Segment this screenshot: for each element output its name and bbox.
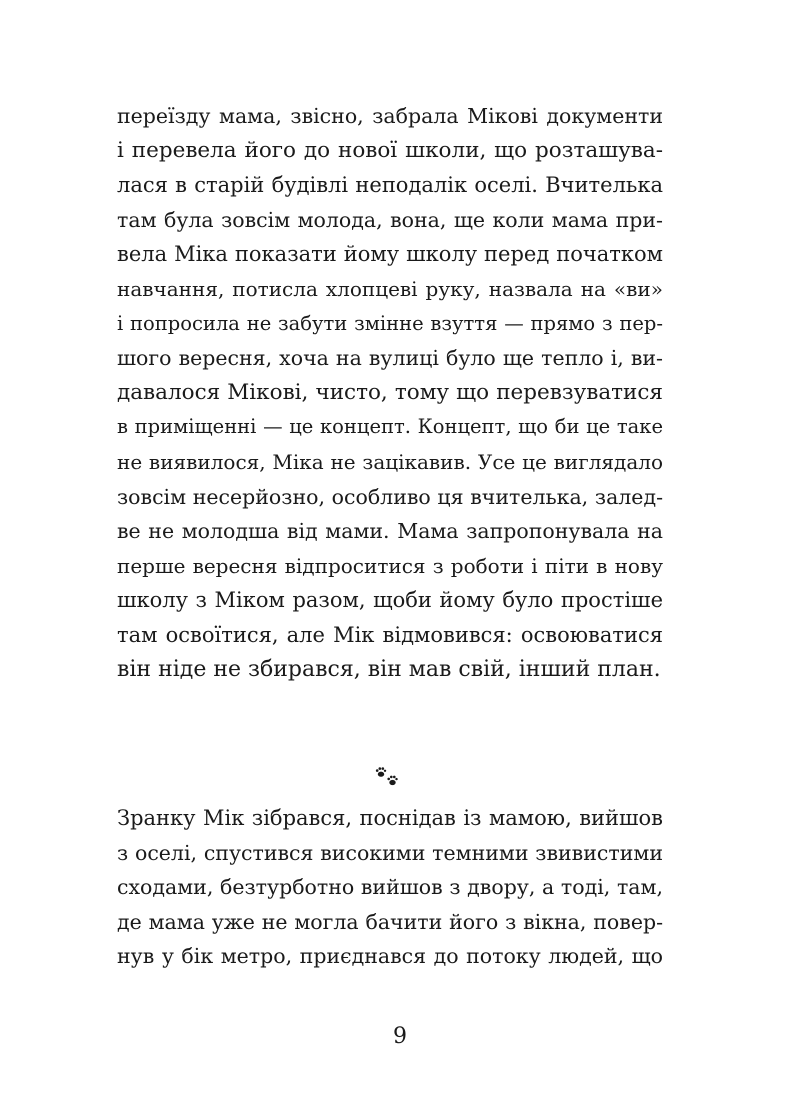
text-line: сходами, безтурботно вийшов з двору, а тоді, там, bbox=[117, 875, 663, 900]
text-line: переїзду мама, звісно, забрала Мікові документи bbox=[117, 104, 663, 128]
text-line: з оселі, спустився високими темними звивистими bbox=[117, 840, 663, 865]
text-line: шого вересня, хоча на вулиці було ще тепло і, ви- bbox=[117, 346, 663, 371]
text-line: вела Міка показати йому школу перед початком bbox=[117, 242, 663, 267]
text-line: давалося Мікові, чисто, тому що перевзуватися bbox=[117, 379, 663, 405]
text-line: Зранку Мік зібрався, поснідав із мамою, вийшов bbox=[117, 806, 663, 830]
text-line: і попросила не забути змінне взуття — прямо з пер- bbox=[117, 311, 663, 335]
text-line: лася в старій будівлі неподалік оселі. Вчителька bbox=[117, 173, 663, 198]
text-line: ве не молодша від мами. Мама запропонувала на bbox=[117, 519, 663, 544]
paw-prints-icon bbox=[374, 766, 400, 788]
text-line: і перевела його до нової школи, що розташува- bbox=[117, 137, 663, 163]
paragraph-2 bbox=[117, 801, 663, 974]
text-line: нув у бік метро, приєднався до потоку людей, що bbox=[117, 944, 663, 969]
text-line: школу з Міком разом, щоби йому було простіше bbox=[117, 588, 663, 613]
text-line: там була зовсім молода, вона, ще коли мама при- bbox=[117, 207, 663, 232]
text-line: де мама уже не могла бачити його з вікна, повер- bbox=[117, 909, 663, 934]
text-line: не виявилося, Міка не зацікавив. Усе це виглядало bbox=[117, 449, 663, 474]
text-line: навчання, потисла хлопцеві руку, назвала на «ви» bbox=[117, 276, 663, 301]
paragraph-1 bbox=[117, 99, 663, 687]
text-line: зовсім несерйозно, особливо ця вчителька, залед- bbox=[117, 484, 663, 509]
text-line: він ніде не збирався, він мав свій, інший план. bbox=[117, 656, 661, 682]
page-number: 9 bbox=[393, 1024, 407, 1049]
text-line: в приміщенні — це концепт. Концепт, що би це таке bbox=[117, 415, 663, 439]
text-line: там освоїтися, але Мік відмовився: освоюватися bbox=[117, 622, 663, 647]
text-line: перше вересня відпроситися з роботи і піти в нову bbox=[117, 553, 663, 578]
